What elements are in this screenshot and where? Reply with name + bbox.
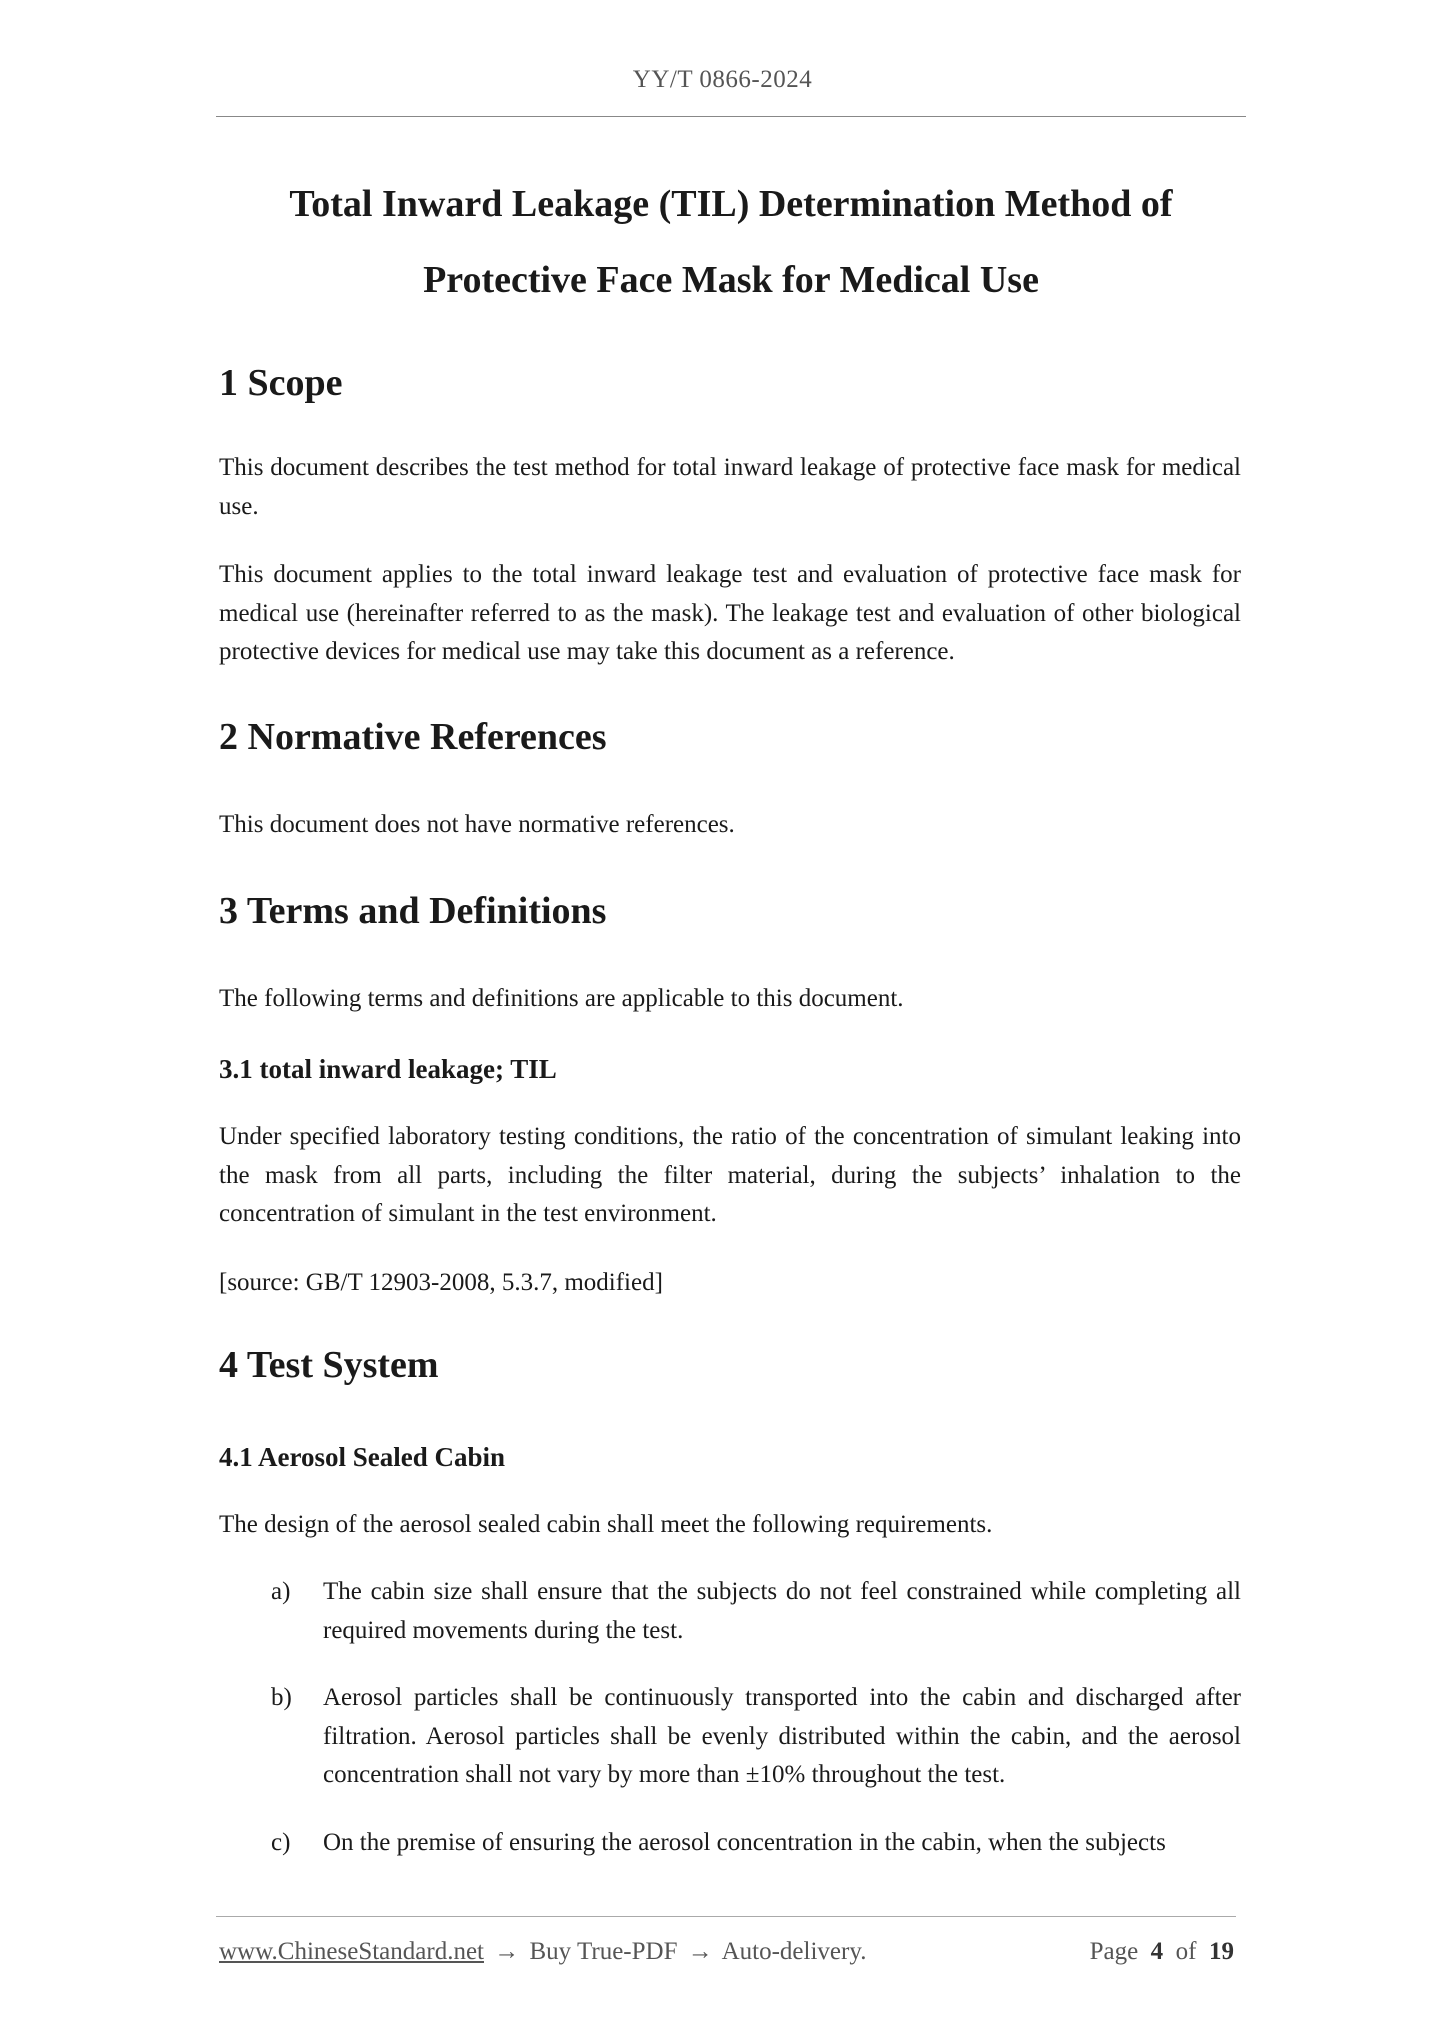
page-current: 4 (1150, 1938, 1164, 1965)
arrow-right-icon: → (687, 1938, 713, 1965)
subsection-4-1-heading: 4.1 Aerosol Sealed Cabin (219, 1442, 506, 1472)
footer-site-link[interactable]: www.ChineseStandard.net (219, 1938, 484, 1965)
list-item-text: On the premise of ensuring the aerosol concentration in the cabin, when the subjects (323, 1829, 1166, 1856)
document-title (216, 166, 1246, 318)
section-3-paragraph-1: The following terms and definitions are applicable to this document. (219, 985, 904, 1012)
title-line-1: Total Inward Leakage (TIL) Determination Method of (289, 183, 1173, 225)
list-item-marker: b) (271, 1684, 292, 1711)
list-item-marker: c) (271, 1829, 291, 1856)
section-1-paragraph-2: This document applies to the total inward leakage test and evaluation of protective face mask for medical use (hereinafter referred to as the mask). The leakage test and evaluation of other biological protective devices for medical use may take this document as a reference. (219, 561, 1241, 665)
arrow-right-icon: → (494, 1938, 520, 1965)
footer (219, 1938, 1234, 1966)
subsection-3-1-heading: 3.1 total inward leakage; TIL (219, 1054, 557, 1084)
section-4-heading: 4 Test System (219, 1344, 439, 1386)
section-2-paragraph-1: This document does not have normative references. (219, 811, 735, 838)
footer-divider (216, 1916, 1236, 1917)
subsection-3-1-source: [source: GB/T 12903-2008, 5.3.7, modified] (219, 1269, 663, 1296)
section-1-paragraph-1: This document describes the test method for total inward leakage of protective face mask for medical use. (219, 454, 1241, 520)
list-item (219, 1573, 1241, 1650)
section-2-heading: 2 Normative References (219, 716, 607, 758)
list-item-marker: a) (271, 1578, 291, 1605)
subsection-4-1-paragraph-1: The design of the aerosol sealed cabin shall meet the following requirements. (219, 1511, 993, 1538)
header-divider (216, 116, 1246, 117)
list-item-text: The cabin size shall ensure that the subjects do not feel constrained while completing all required movements during the test. (323, 1578, 1241, 1644)
subsection-3-1-definition: Under specified laboratory testing conditions, the ratio of the concentration of simulant leaking into the mask from all parts, including the filter material, during the subjects’ inhalation to the concentration of simulant in the test environment. (219, 1123, 1241, 1227)
list-item (219, 1824, 1241, 1863)
section-3-heading: 3 Terms and Definitions (219, 890, 607, 932)
footer-buy-text: Buy True-PDF (529, 1938, 678, 1965)
section-1-heading: 1 Scope (219, 362, 343, 404)
title-line-2: Protective Face Mask for Medical Use (423, 259, 1039, 301)
footer-delivery-text: Auto-delivery. (721, 1938, 867, 1965)
list-item (219, 1679, 1241, 1795)
header-standard-code: YY/T 0866-2024 (632, 66, 813, 93)
list-item-text: Aerosol particles shall be continuously transported into the cabin and discharged after filtration. Aerosol particles shall be evenly distributed within the cabin, and the aerosol concentration shall not vary by more than ±10% throughout the test. (323, 1684, 1241, 1788)
page-indicator (1090, 1938, 1234, 1966)
page-of-label: of (1175, 1938, 1197, 1965)
page-total: 19 (1209, 1938, 1234, 1965)
page-label: Page (1089, 1938, 1139, 1965)
